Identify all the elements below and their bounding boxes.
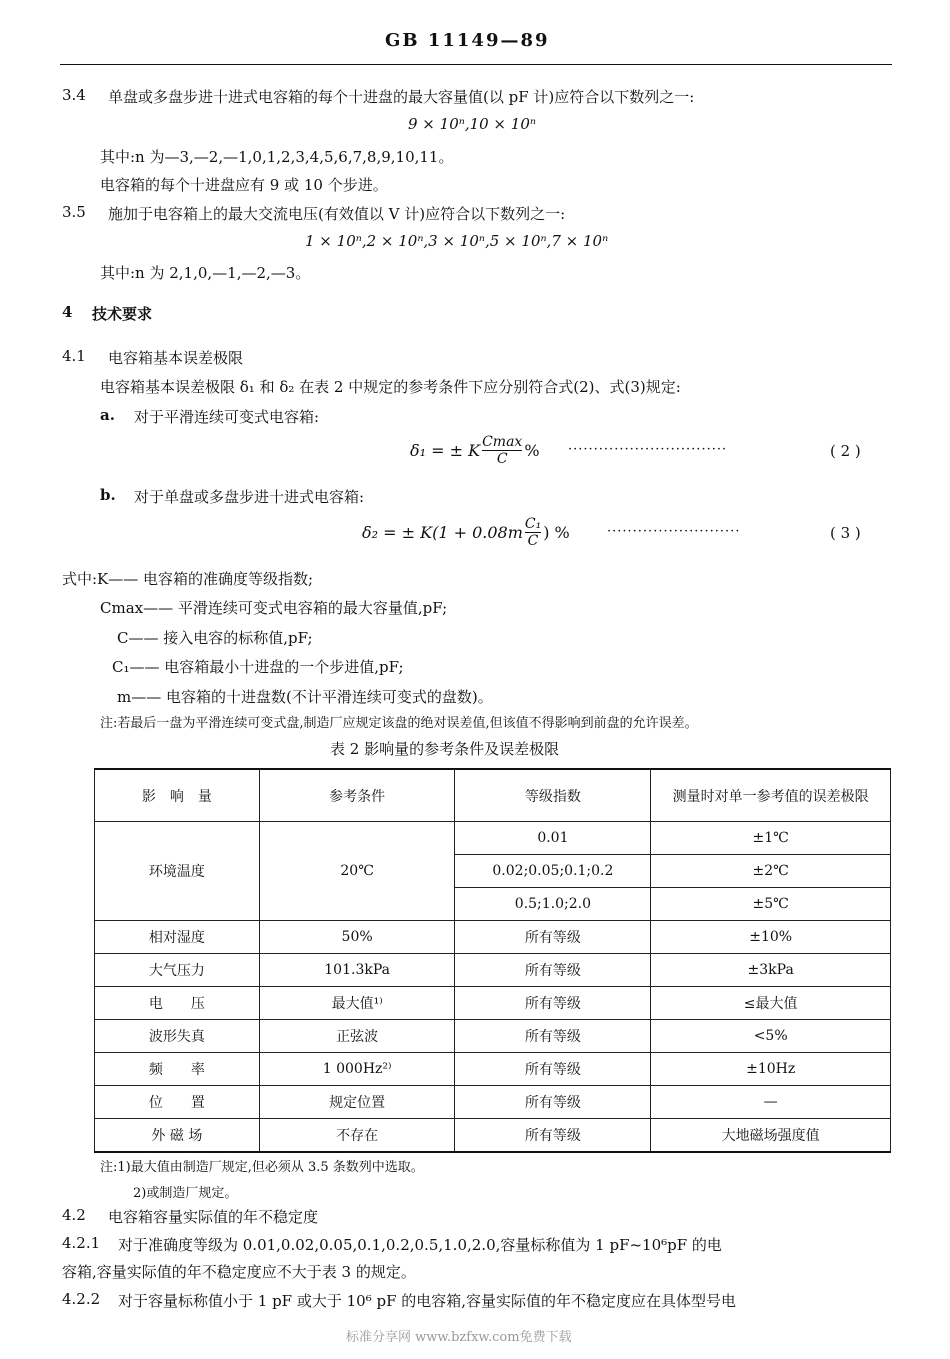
row-limit: ±10%: [651, 921, 891, 954]
temp-grade-3: 0.5;1.0;2.0: [455, 888, 651, 921]
row-name: 频 率: [95, 1053, 260, 1086]
row-grade: 所有等级: [455, 921, 651, 954]
eq3-leader-dots: ··························: [607, 524, 741, 539]
row-limit: —: [651, 1086, 891, 1119]
row-grade: 所有等级: [455, 987, 651, 1020]
item-b-text: 对于单盘或多盘步进十进式电容箱:: [134, 488, 365, 506]
row-grade: 所有等级: [455, 1020, 651, 1053]
definition-m: m—— 电容箱的十进盘数(不计平滑连续可变式的盘数)。: [117, 688, 493, 706]
section-3-4-text: 单盘或多盘步进十进式电容箱的每个十进盘的最大容量值(以 pF 计)应符合以下数列之一:: [108, 88, 695, 106]
table-row: [95, 1086, 891, 1119]
section-4-number: 4: [62, 303, 73, 321]
table-row: [95, 1020, 891, 1053]
row-name: 波形失真: [95, 1020, 260, 1053]
temp-grade-1: 0.01: [455, 822, 651, 855]
table-note-1: 注:1)最大值由制造厂规定,但必须从 3.5 条数列中选取。: [100, 1160, 424, 1175]
table-header-row: [95, 769, 891, 822]
temp-grade-2: 0.02;0.05;0.1;0.2: [455, 855, 651, 888]
item-a-label: a.: [100, 406, 115, 424]
section-3-4-number: 3.4: [62, 86, 86, 104]
eq2-denominator: C: [482, 450, 522, 467]
row-limit: 大地磁场强度值: [651, 1119, 891, 1152]
eq3-numerator: C₁: [524, 515, 542, 532]
row-grade: 所有等级: [455, 954, 651, 987]
temp-name: 环境温度: [95, 822, 260, 921]
header-limit: 测量时对单一参考值的误差极限: [651, 769, 891, 822]
definition-c1: C₁—— 电容箱最小十进盘的一个步进值,pF;: [112, 658, 404, 676]
row-grade: 所有等级: [455, 1086, 651, 1119]
row-name: 相对湿度: [95, 921, 260, 954]
equation-2: [410, 430, 540, 470]
row-limit: <5%: [651, 1020, 891, 1053]
section-4-1-title: 电容箱基本误差极限: [108, 349, 244, 367]
standard-code: GB 11149—89: [385, 30, 550, 51]
section-3-4-where: 其中:n 为—3,—2,—1,0,1,2,3,4,5,6,7,8,9,10,11。: [100, 148, 454, 166]
row-name: 外 磁 场: [95, 1119, 260, 1152]
row-ref: 50%: [259, 921, 455, 954]
eq3-left: δ₂ = ± K(1 + 0.08m: [362, 522, 523, 542]
row-ref: 正弦波: [259, 1020, 455, 1053]
row-grade: 所有等级: [455, 1119, 651, 1152]
table-note-2: 2)或制造厂规定。: [133, 1186, 238, 1201]
table-row: [95, 921, 891, 954]
table-row: [95, 1119, 891, 1152]
section-4-2-1-line-1: 对于准确度等级为 0.01,0.02,0.05,0.1,0.2,0.5,1.0,2.0,容量标称值为 1 pF~10⁶pF 的电: [118, 1236, 722, 1254]
section-4-2-1-number: 4.2.1: [62, 1234, 101, 1252]
section-3-5-where: 其中:n 为 2,1,0,—1,—2,—3。: [100, 264, 311, 282]
header-rule: [60, 64, 892, 65]
section-4-1-note: 注:若最后一盘为平滑连续可变式盘,制造厂应规定该盘的绝对误差值,但该值不得影响到前盘的允许误差。: [100, 716, 698, 731]
section-3-5-number: 3.5: [62, 203, 86, 221]
row-grade: 所有等级: [455, 1053, 651, 1086]
eq3-denominator: C: [525, 532, 541, 549]
row-ref: 101.3kPa: [259, 954, 455, 987]
temp-limit-2: ±2℃: [651, 855, 891, 888]
section-3-4-steps: 电容箱的每个十进盘应有 9 或 10 个步进。: [100, 176, 388, 194]
eq2-number: ( 2 ): [830, 442, 861, 460]
section-4-1-text: 电容箱基本误差极限 δ₁ 和 δ₂ 在表 2 中规定的参考条件下应分别符合式(2)、式(3)规定:: [100, 378, 681, 396]
row-ref: 最大值¹⁾: [259, 987, 455, 1020]
row-ref: 规定位置: [259, 1086, 455, 1119]
section-4-2-2-line-1: 对于容量标称值小于 1 pF 或大于 10⁶ pF 的电容箱,容量实际值的年不稳定度应在具体型号电: [118, 1292, 737, 1310]
item-b-label: b.: [100, 486, 116, 504]
table-2-title: 表 2 影响量的参考条件及误差极限: [330, 740, 560, 758]
row-limit: ±10Hz: [651, 1053, 891, 1086]
row-name: 大气压力: [95, 954, 260, 987]
temp-limit-1: ±1℃: [651, 822, 891, 855]
section-4-2-1-line-2: 容箱,容量实际值的年不稳定度应不大于表 3 的规定。: [62, 1263, 416, 1281]
temp-ref: 20℃: [259, 822, 455, 921]
eq2-left: δ₁ = ± K: [410, 440, 481, 460]
table-row: [95, 987, 891, 1020]
table-row: [95, 822, 891, 855]
eq2-leader-dots: ·······························: [568, 442, 728, 457]
eq3-right: ) %: [543, 522, 570, 542]
section-4-2-2-number: 4.2.2: [62, 1290, 101, 1308]
footer-watermark[interactable]: 标准分享网 www.bzfxw.com免费下载: [346, 1330, 572, 1345]
definition-cmax: Cmax—— 平滑连续可变式电容箱的最大容量值,pF;: [100, 599, 448, 617]
table-2: [94, 768, 891, 1153]
section-4-1-number: 4.1: [62, 347, 86, 365]
eq2-numerator: Cmax: [482, 433, 523, 450]
section-3-5-text: 施加于电容箱上的最大交流电压(有效值以 V 计)应符合以下数列之一:: [108, 205, 566, 223]
definition-k: 式中:K—— 电容箱的准确度等级指数;: [62, 570, 314, 588]
header-reference: 参考条件: [259, 769, 455, 822]
item-a-text: 对于平滑连续可变式电容箱:: [134, 408, 320, 426]
header-influence: 影 响 量: [95, 769, 260, 822]
definition-c: C—— 接入电容的标称值,pF;: [117, 629, 313, 647]
row-ref: 不存在: [259, 1119, 455, 1152]
header-grade: 等级指数: [455, 769, 651, 822]
section-4-title: 技术要求: [92, 305, 153, 323]
temp-limit-3: ±5℃: [651, 888, 891, 921]
section-4-2-title: 电容箱容量实际值的年不稳定度: [108, 1208, 319, 1226]
eq3-fraction: [525, 516, 541, 549]
table-row: [95, 954, 891, 987]
row-ref: 1 000Hz²⁾: [259, 1053, 455, 1086]
section-3-5-series: 1 × 10ⁿ,2 × 10ⁿ,3 × 10ⁿ,5 × 10ⁿ,7 × 10ⁿ: [305, 232, 609, 250]
row-name: 电 压: [95, 987, 260, 1020]
section-3-4-series: 9 × 10ⁿ,10 × 10ⁿ: [408, 115, 536, 133]
row-name: 位 置: [95, 1086, 260, 1119]
row-limit: ≤最大值: [651, 987, 891, 1020]
eq2-fraction: [482, 434, 522, 467]
section-4-2-number: 4.2: [62, 1206, 86, 1224]
eq2-right: %: [524, 440, 540, 460]
eq3-number: ( 3 ): [830, 524, 861, 542]
equation-3: [362, 512, 570, 552]
row-limit: ±3kPa: [651, 954, 891, 987]
table-row: [95, 1053, 891, 1086]
